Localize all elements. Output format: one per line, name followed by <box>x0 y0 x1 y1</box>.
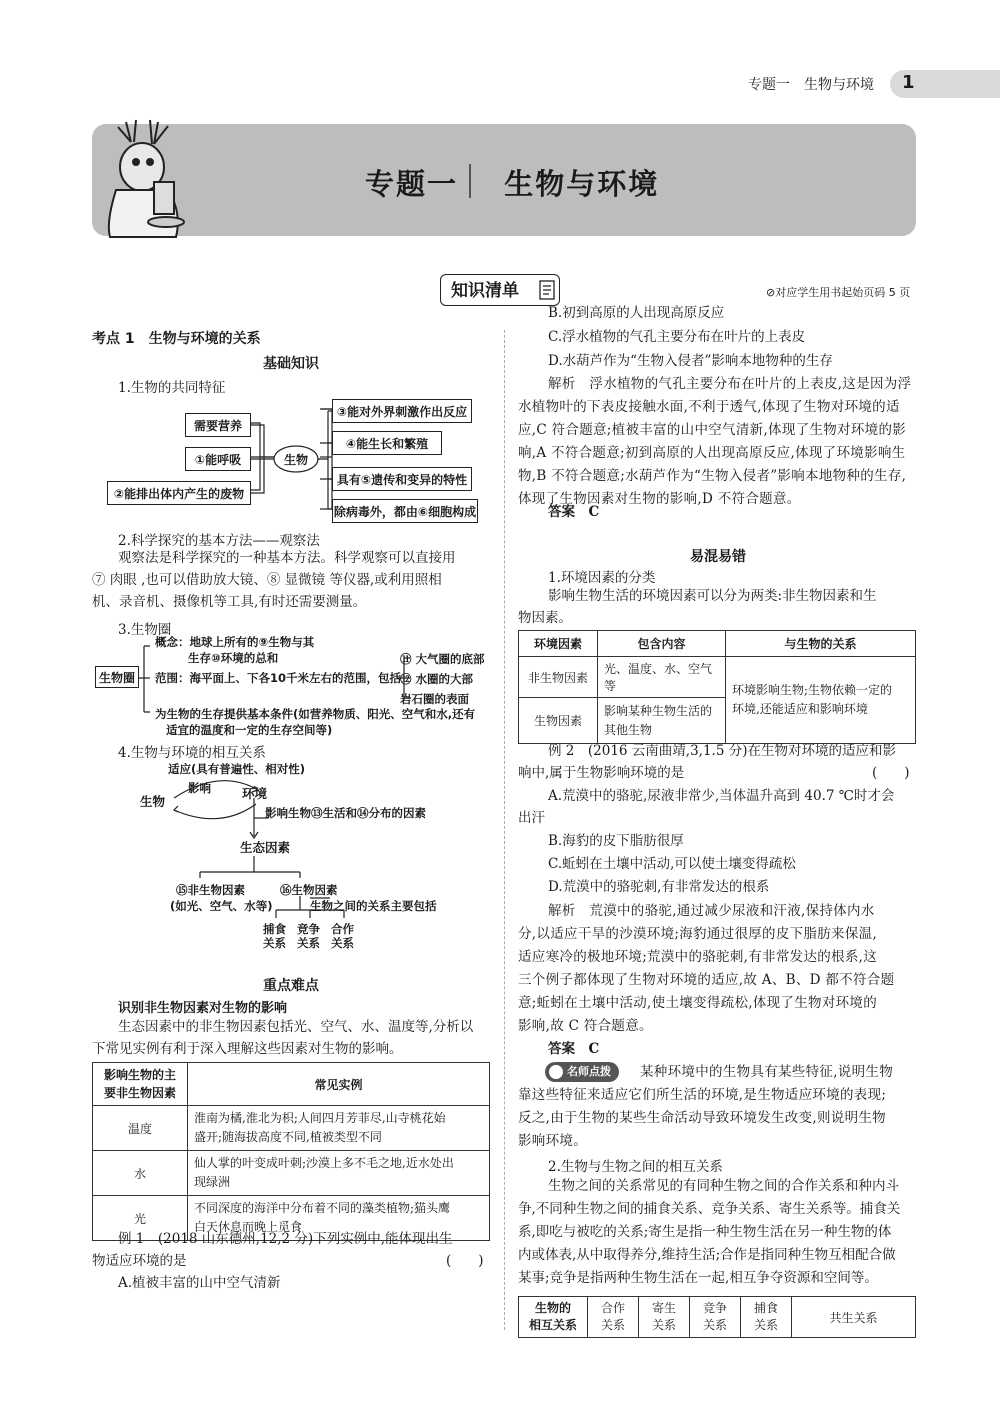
table3-predation-line2: 关系 <box>753 1318 778 1332</box>
chapter-number: 专题一 <box>365 167 459 201</box>
reference-note-text: 对应学生用书起始页码 5 页 <box>775 286 911 299</box>
table2-biotic-line1: 影响某种生物生活的 <box>604 703 713 718</box>
basic-knowledge-heading: 基础知识 <box>263 356 319 372</box>
analysis2-line-3: 适应寒冷的极地环境;荒漠中的骆驼刺,有非常发达的根系,这 <box>518 949 878 965</box>
table3-predation-line1: 捕食 <box>753 1301 778 1315</box>
biosphere-hydrosphere: ⑫ 水圈的大部 <box>400 672 474 686</box>
teacher-tip-badge <box>545 1062 619 1082</box>
observation-line-1: 观察法是科学探究的一种基本方法。科学观察可以直接用 <box>118 550 456 566</box>
example2-answer-bracket: ( ) <box>872 765 910 781</box>
influence-label: 影响 <box>188 781 211 795</box>
table1-cell-example <box>188 1106 490 1151</box>
table3-parasitism <box>639 1297 690 1338</box>
table3-predation <box>741 1297 792 1338</box>
tip-line-2: 靠这些特征来适应它们所生活的环境,是生物适应环境的表现; <box>518 1087 887 1103</box>
biotic-relations-label: 生物之间的关系主要包括 <box>310 899 437 913</box>
analysis1-line-1: 解析 浮水植物的气孔主要分布在叶片的上表皮,这是因为浮 <box>548 376 912 392</box>
ecological-factors-label: 生态因素 <box>240 840 291 855</box>
example2-line-2: 响中,属于生物影响环境的是 <box>518 765 685 781</box>
analysis1-line-6: 体现了生物因素对生物的影响,D 不符合题意。 <box>518 491 801 507</box>
analysis1-line-3: 应,C 符合题意;植被丰富的山中空气清新,体现了生物对环境的影 <box>518 422 907 438</box>
table2-header-content: 包含内容 <box>598 631 726 657</box>
answer2-text: 答案 C <box>548 1041 600 1057</box>
table1-example-line: 淮南为橘,淮北为枳;人间四月芳菲尽,山寺桃花始 <box>194 1111 446 1125</box>
table3-header-line1: 生物的 <box>534 1301 571 1315</box>
table2-abiotic-content: 光、温度、水、空气等 <box>598 657 726 698</box>
analysis2-line-5: 意;蚯蚓在土壤中活动,使土壤变得疏松,体现了生物对环境的 <box>518 995 878 1011</box>
trait-cells: 除病毒外，都由⑥细胞构成 <box>332 499 478 523</box>
example2-line-1: 例 2 (2016 云南曲靖,3,1.5 分)在生物对环境的适应和影 <box>548 743 896 759</box>
section-tag-label: 知识清单 <box>451 281 519 301</box>
abiotic-factor-label: ⑮非生物因素 <box>176 883 245 897</box>
subheading-biosphere: 3.生物圈 <box>118 622 172 638</box>
analysis2-line-2: 分,以适应干旱的沙漠环境;海豹通过很厚的皮下脂肪来保温, <box>518 926 878 942</box>
table1-example-line: 白天休息而晚上觅食 <box>194 1220 303 1234</box>
relations-line-1: 生物之间的关系常见的有同种生物之间的合作关系和种内斗 <box>548 1178 899 1194</box>
abiotic-examples-table <box>92 1062 490 1241</box>
check-circle-icon: ⊘ <box>766 286 776 299</box>
env-factors-line-2: 物因素。 <box>518 610 572 626</box>
env-factors-table <box>518 630 916 744</box>
table2-relation-line1: 环境影响生物;生物依赖一定的 <box>732 683 893 697</box>
relation-predation-2: 关系 <box>263 936 286 950</box>
biosphere-conditions-2: 适宜的温度和一定的生存空间等) <box>166 723 333 737</box>
table1-example-line: 不同深度的海洋中分布着不同的藻类植物;猫头鹰 <box>194 1201 451 1215</box>
chapter-title <box>365 162 659 203</box>
table2-relation-line2: 环境,还能适应和影响环境 <box>732 702 868 716</box>
table-row <box>519 657 916 698</box>
example1-line-1: 例 1 (2018 山东德州,12,2 分)下列实例中,能体现出生 <box>118 1231 453 1247</box>
adaptation-label: 适应(具有普遍性、相对性) <box>168 762 306 776</box>
subheading-organism-relations: 2.生物与生物之间的相互关系 <box>548 1159 723 1175</box>
example1-line-2: 物适应环境的是 <box>92 1253 187 1269</box>
table2-biotic: 生物因素 <box>519 698 598 744</box>
table3-parasitism-line2: 关系 <box>651 1318 676 1332</box>
table2-biotic-line2: 其他生物 <box>604 722 653 737</box>
table1-example-line: 盛开;随海拔高度不同,植被类型不同 <box>194 1130 382 1144</box>
trait-excretion: ②能排出体内产生的废物 <box>107 481 251 505</box>
table3-competition-line1: 竞争 <box>702 1301 727 1315</box>
biosphere-atmosphere: ⑪ 大气圈的底部 <box>400 652 485 666</box>
example1-option-a: A.植被丰富的山中空气清新 <box>118 1275 281 1291</box>
notepad-icon <box>537 279 559 301</box>
table2-header-relation: 与生物的关系 <box>726 631 916 657</box>
environment-definition: 影响生物⑬生活和⑭分布的因素 <box>265 806 426 820</box>
biosphere-conditions: 为生物的生存提供基本条件(如营养物质、阳光、空气和水,还有 <box>155 707 476 721</box>
table3-competition-line2: 关系 <box>702 1318 727 1332</box>
table1-cell-factor: 光 <box>93 1196 188 1241</box>
example1-option-d: D.水葫芦作为“生物入侵者”影响本地物种的生存 <box>548 353 833 369</box>
relation-competition-2: 关系 <box>297 936 320 950</box>
relations-line-5: 某事;竞争是指两种生物生活在一起,相互争夺资源和空间等。 <box>518 1270 878 1286</box>
biosphere-concept: 概念：地球上所有的⑨生物与其 <box>155 635 315 649</box>
trait-need-nutrition: 需要营养 <box>185 413 251 437</box>
teacher-tip-label: 名师点拨 <box>567 1065 611 1078</box>
example1-option-b: B.初到高原的人出现高原反应 <box>548 305 725 321</box>
relation-cooperation: 合作 <box>331 922 354 936</box>
analysis1-line-4: 响,A 不符合题意;初到高原的人出现高原反应,体现了环境影响生 <box>518 445 906 461</box>
observation-line-3: 机、录音机、摄像机等工具,有时还需要测量。 <box>92 594 367 610</box>
key-points-heading: 重点难点 <box>263 978 319 994</box>
page-number: 1 <box>902 72 915 93</box>
env-factors-line-1: 影响生物生活的环境因素可以分为两类:非生物因素和生 <box>548 588 877 604</box>
example1-option-c: C.浮水植物的气孔主要分布在叶片的上表皮 <box>548 329 806 345</box>
relation-predation: 捕食 <box>263 922 286 936</box>
analysis2-line-4: 三个例子都体现了生物对环境的适应,故 A、B、D 都不符合题 <box>518 972 895 988</box>
table1-header-factor-line1: 影响生物的主 <box>103 1068 176 1082</box>
confusion-heading: 易混易错 <box>690 549 746 565</box>
biosphere-root: 生物圈 <box>95 666 139 688</box>
table2-relation <box>726 657 916 744</box>
example2-option-a-cont: 出汗 <box>518 810 545 826</box>
chapter-name: 生物与环境 <box>504 167 660 201</box>
key-points-subheading: 识别非生物因素对生物的影响 <box>118 1001 288 1016</box>
teacher-icon <box>549 1065 563 1079</box>
table3-header <box>519 1297 588 1338</box>
kaodian-heading: 考点 1 生物与环境的关系 <box>92 331 261 347</box>
analysis1-line-2: 水植物叶的下表皮接触水面,不利于透气,体现了生物对环境的适 <box>518 399 900 415</box>
deer-scientist-illustration <box>96 112 196 242</box>
analysis2-line-6: 影响,故 C 符合题意。 <box>518 1018 653 1034</box>
table2-header-factor: 环境因素 <box>519 631 598 657</box>
example2-option-b: B.海豹的皮下脂肪很厚 <box>548 833 684 849</box>
example2-option-a: A.荒漠中的骆驼,尿液非常少,当体温升高到 40.7 ℃时才会 <box>548 788 895 804</box>
table3-cooperation-line2: 关系 <box>600 1318 625 1332</box>
relations-table <box>518 1296 916 1338</box>
subheading-interrelation: 4.生物与环境的相互关系 <box>118 745 266 761</box>
table-row <box>93 1106 490 1151</box>
relations-line-4: 内或体表,从中取得养分,维持生活;合作是指同种生物互相配合做 <box>518 1247 896 1263</box>
table1-header-factor-line2: 要非生物因素 <box>103 1086 176 1100</box>
table3-symbiosis: 共生关系 <box>792 1297 916 1338</box>
biosphere-concept-2: 生存⑩环境的总和 <box>188 651 279 665</box>
biosphere-lithosphere: 岩石圈的表面 <box>400 692 469 706</box>
table2-biotic-content <box>598 698 726 744</box>
table1-example-line: 现绿洲 <box>194 1175 231 1189</box>
trait-center-organism: 生物 <box>284 453 309 467</box>
table3-header-line2: 相互关系 <box>528 1318 577 1332</box>
subheading-observation: 2.科学探究的基本方法——观察法 <box>118 533 320 549</box>
environment-label: 环境 <box>242 786 268 801</box>
table1-header-factor <box>93 1063 188 1106</box>
title-separator <box>469 164 471 198</box>
table-row <box>519 1297 916 1338</box>
table1-cell-example <box>188 1151 490 1196</box>
trait-heredity: 具有⑤遗传和变异的特性 <box>332 467 472 491</box>
example1-answer-bracket: ( ) <box>446 1253 484 1269</box>
relations-line-3: 系,即吃与被吃的关系;寄生是指一种生物生活在另一种生物的体 <box>518 1224 892 1240</box>
answer1: 答案 C <box>548 504 600 520</box>
trait-respond-stimuli: ③能对外界刺激作出反应 <box>332 399 472 423</box>
subheading-env-factors: 1.环境因素的分类 <box>548 570 656 586</box>
trait-grow-reproduce: ④能生长和繁殖 <box>332 431 442 455</box>
table1-header-examples: 常见实例 <box>188 1063 490 1106</box>
subheading-common-traits: 1.生物的共同特征 <box>118 380 226 396</box>
abiotic-factor-examples: (如光、空气、水等) <box>170 899 273 913</box>
trait-respiration: ①能呼吸 <box>185 447 251 471</box>
running-title: 专题一 生物与环境 <box>748 77 874 93</box>
table1-cell-factor: 水 <box>93 1151 188 1196</box>
organism-label: 生物 <box>140 794 166 809</box>
reference-note <box>766 284 910 300</box>
table1-example-line: 仙人掌的叶变成叶刺;沙漠上多不毛之地,近水处出 <box>194 1156 454 1170</box>
tip-line-3: 反之,由于生物的某些生命活动导致环境发生改变,则说明生物 <box>518 1110 886 1126</box>
table1-cell-factor: 温度 <box>93 1106 188 1151</box>
example2-option-c: C.蚯蚓在土壤中活动,可以使土壤变得疏松 <box>548 856 796 872</box>
column-divider <box>504 330 506 1330</box>
table2-abiotic: 非生物因素 <box>519 657 598 698</box>
table-row <box>93 1151 490 1196</box>
tip-line-1: 某种环境中的生物具有某些特征,说明生物 <box>640 1064 893 1080</box>
key-points-line-2: 下常见实例有利于深入理解这些因素对生物的影响。 <box>92 1041 403 1057</box>
biosphere-range: 范围：海平面上、下各10千米左右的范围，包括 <box>155 671 402 685</box>
section-tag <box>440 274 560 306</box>
analysis2-line-1: 解析 荒漠中的骆驼,通过减少尿液和汗液,保持体内水 <box>548 903 875 919</box>
table3-cooperation <box>588 1297 639 1338</box>
analysis1-line-5: 物,B 不符合题意;水葫芦作为“生物入侵者”影响本地物种的生存, <box>518 468 907 484</box>
relation-cooperation-2: 关系 <box>331 936 354 950</box>
observation-line-2: ⑦ 肉眼 ,也可以借助放大镜、⑧ 显微镜 等仪器,或利用照相 <box>92 572 442 588</box>
tip-line-4: 影响环境。 <box>518 1133 587 1149</box>
table3-cooperation-line1: 合作 <box>600 1301 625 1315</box>
biotic-factor-label: ⑯生物因素 <box>280 883 338 897</box>
table3-parasitism-line1: 寄生 <box>651 1301 676 1315</box>
table3-competition <box>690 1297 741 1338</box>
relations-line-2: 争,不同种生物之间的捕食关系、竞争关系、寄生关系等。捕食关 <box>518 1201 901 1217</box>
example2-option-d: D.荒漠中的骆驼刺,有非常发达的根系 <box>548 879 770 895</box>
key-points-line-1: 生态因素中的非生物因素包括光、空气、水、温度等,分析以 <box>118 1019 474 1035</box>
relation-competition: 竞争 <box>297 922 320 936</box>
